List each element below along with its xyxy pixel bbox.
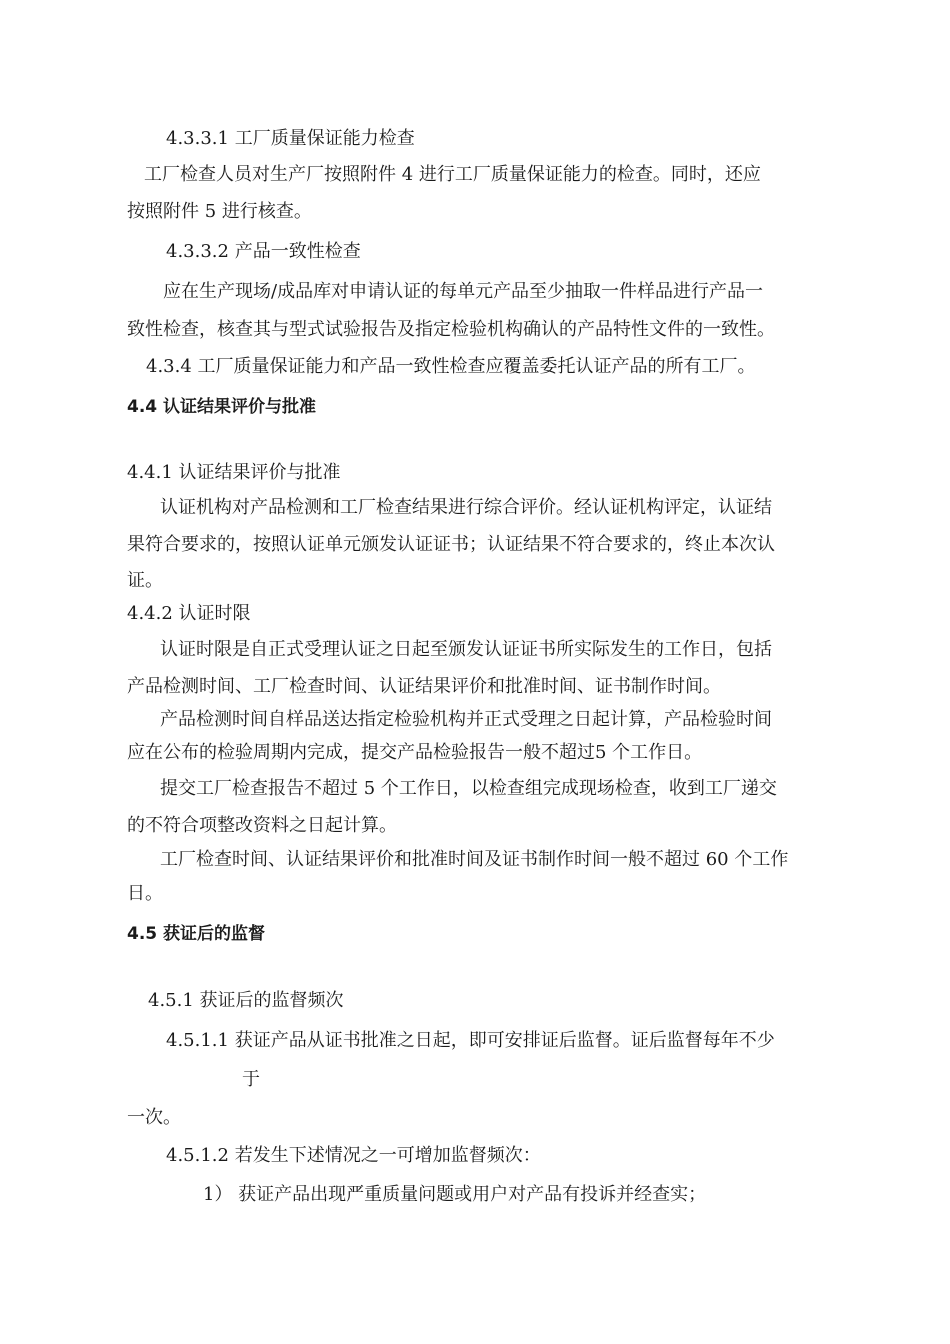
paragraph-line: 证。 <box>127 570 163 591</box>
section-4-3-3-2-title: 4.3.3.2 产品一致性检查 <box>166 241 361 262</box>
paragraph-line: 果符合要求的，按照认证单元颁发认证证书；认证结果不符合要求的，终止本次认 <box>127 534 775 555</box>
paragraph-line: 按照附件 5 进行核查。 <box>127 201 312 222</box>
paragraph-line: 应在公布的检验周期内完成，提交产品检验报告一般不超过5 个工作日。 <box>127 742 703 763</box>
list-item: 1） 获证产品出现严重质量问题或用户对产品有投诉并经查实； <box>203 1184 707 1205</box>
section-4-5-1-title: 4.5.1 获证后的监督频次 <box>148 990 344 1011</box>
paragraph-line: 于 <box>242 1069 260 1090</box>
paragraph-line: 认证时限是自正式受理认证之日起至颁发认证证书所实际发生的工作日，包括 <box>160 639 772 660</box>
paragraph-line: 认证机构对产品检测和工厂检查结果进行综合评价。经认证机构评定，认证结 <box>160 497 772 518</box>
paragraph-line: 的不符合项整改资料之日起计算。 <box>127 815 397 836</box>
section-4-4-2-title: 4.4.2 认证时限 <box>127 603 251 624</box>
paragraph-line: 工厂检查人员对生产厂按照附件 4 进行工厂质量保证能力的检查。同时，还应 <box>144 164 761 185</box>
section-4-5-1-1: 4.5.1.1 获证产品从证书批准之日起，即可安排证后监督。证后监督每年不少 <box>166 1030 775 1051</box>
paragraph-line: 致性检查，核查其与型式试验报告及指定检验机构确认的产品特性文件的一致性。 <box>127 319 775 340</box>
paragraph-line: 产品检测时间自样品送达指定检验机构并正式受理之日起计算，产品检验时间 <box>160 709 772 730</box>
heading-4-4: 4.4 认证结果评价与批准 <box>127 397 317 417</box>
paragraph-line: 一次。 <box>127 1107 181 1128</box>
section-4-3-4: 4.3.4 工厂质量保证能力和产品一致性检查应覆盖委托认证产品的所有工厂。 <box>146 356 756 377</box>
paragraph-line: 日。 <box>127 883 163 904</box>
section-4-3-3-1-title: 4.3.3.1 工厂质量保证能力检查 <box>166 128 415 149</box>
paragraph-line: 应在生产现场/成品库对申请认证的每单元产品至少抽取一件样品进行产品一 <box>163 281 764 302</box>
paragraph-line: 提交工厂检查报告不超过 5 个工作日，以检查组完成现场检查，收到工厂递交 <box>160 778 777 799</box>
paragraph-line: 产品检测时间、工厂检查时间、认证结果评价和批准时间、证书制作时间。 <box>127 676 721 697</box>
heading-4-5: 4.5 获证后的监督 <box>127 924 266 944</box>
section-4-4-1-title: 4.4.1 认证结果评价与批准 <box>127 462 341 483</box>
paragraph-line: 工厂检查时间、认证结果评价和批准时间及证书制作时间一般不超过 60 个工作 <box>160 849 789 870</box>
section-4-5-1-2: 4.5.1.2 若发生下述情况之一可增加监督频次： <box>166 1145 541 1166</box>
